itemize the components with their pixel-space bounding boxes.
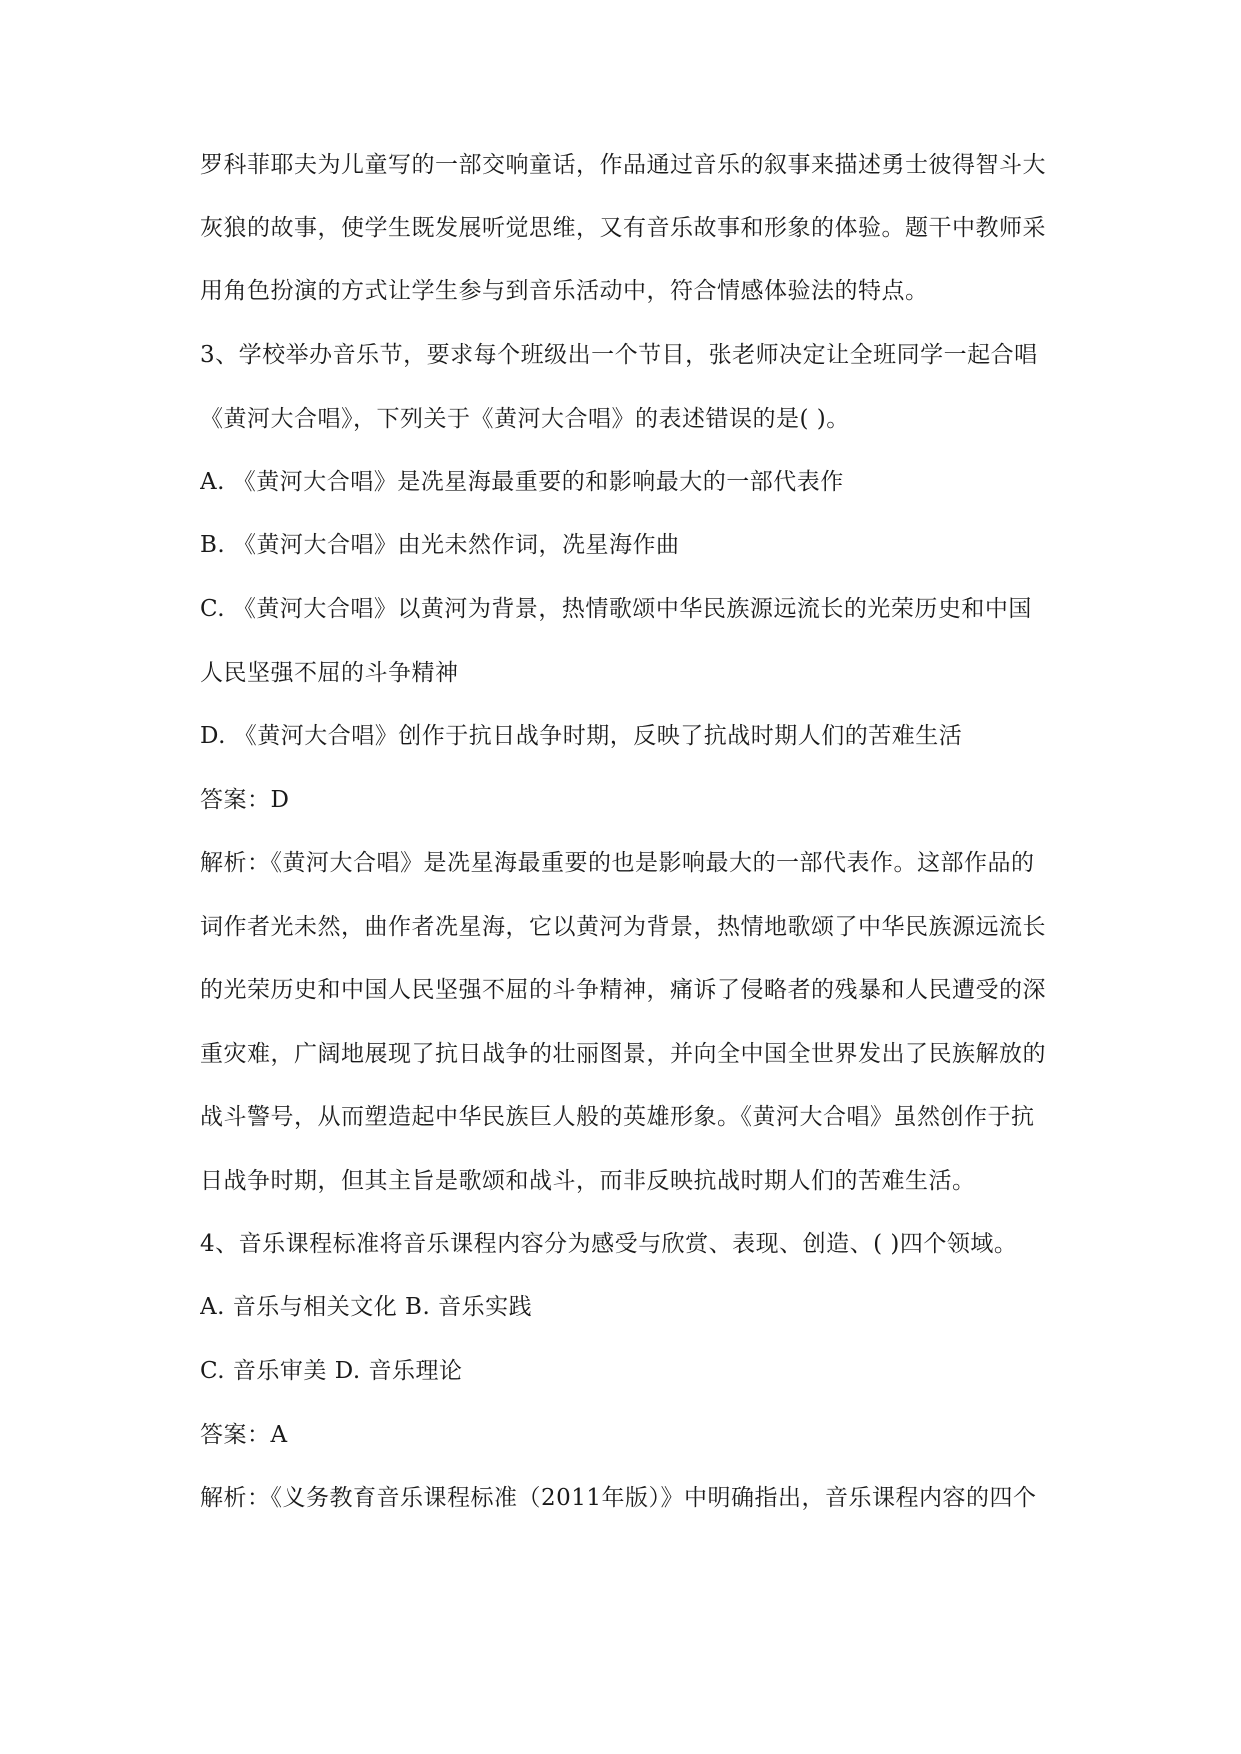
text-line: 罗科菲耶夫为儿童写的一部交响童话，作品通过音乐的叙事来描述勇士彼得智斗大 <box>200 152 1046 178</box>
options-c-d: C. 音乐审美 D. 音乐理论 <box>200 1358 463 1384</box>
option-a: A. 《黄河大合唱》是冼星海最重要的和影响最大的一部代表作 <box>200 469 844 495</box>
answer-label: 答案：A <box>200 1422 288 1448</box>
analysis-text: 的光荣历史和中国人民坚强不屈的斗争精神，痛诉了侵略者的残暴和人民遭受的深 <box>200 977 1046 1003</box>
option-c: C. 《黄河大合唱》以黄河为背景，热情歌颂中华民族源远流长的光荣历史和中国 <box>200 596 1032 622</box>
analysis-text: 词作者光未然，曲作者冼星海，它以黄河为背景，热情地歌颂了中华民族源远流长 <box>200 914 1046 940</box>
question-3-stem: 3、学校举办音乐节，要求每个班级出一个节目，张老师决定让全班同学一起合唱 <box>200 342 1038 368</box>
answer-label: 答案：D <box>200 787 290 813</box>
option-d: D. 《黄河大合唱》创作于抗日战争时期，反映了抗战时期人们的苦难生活 <box>200 723 963 749</box>
analysis-text: 解析：《义务教育音乐课程标准（2011年版）》中明确指出，音乐课程内容的四个 <box>200 1485 1037 1511</box>
analysis-text: 重灾难，广阔地展现了抗日战争的壮丽图景，并向全中国全世界发出了民族解放的 <box>200 1041 1046 1067</box>
analysis-text: 解析：《黄河大合唱》是冼星海最重要的也是影响最大的一部代表作。这部作品的 <box>200 850 1035 876</box>
question-3-stem: 《黄河大合唱》，下列关于《黄河大合唱》的表述错误的是( )。 <box>200 406 850 432</box>
text-line: 用角色扮演的方式让学生参与到音乐活动中，符合情感体验法的特点。 <box>200 278 929 304</box>
text-line: 灰狼的故事，使学生既发展听觉思维，又有音乐故事和形象的体验。题干中教师采 <box>200 215 1046 241</box>
option-c: 人民坚强不屈的斗争精神 <box>200 660 459 686</box>
options-a-b: A. 音乐与相关文化 B. 音乐实践 <box>200 1294 533 1320</box>
analysis-text: 战斗警号，从而塑造起中华民族巨人般的英雄形象。《黄河大合唱》虽然创作于抗 <box>200 1104 1035 1130</box>
analysis-text: 日战争时期，但其主旨是歌颂和战斗，而非反映抗战时期人们的苦难生活。 <box>200 1168 976 1194</box>
option-b: B. 《黄河大合唱》由光未然作词，冼星海作曲 <box>200 532 680 558</box>
question-4-stem: 4、音乐课程标准将音乐课程内容分为感受与欣赏、表现、创造、( )四个领域。 <box>200 1231 1018 1257</box>
